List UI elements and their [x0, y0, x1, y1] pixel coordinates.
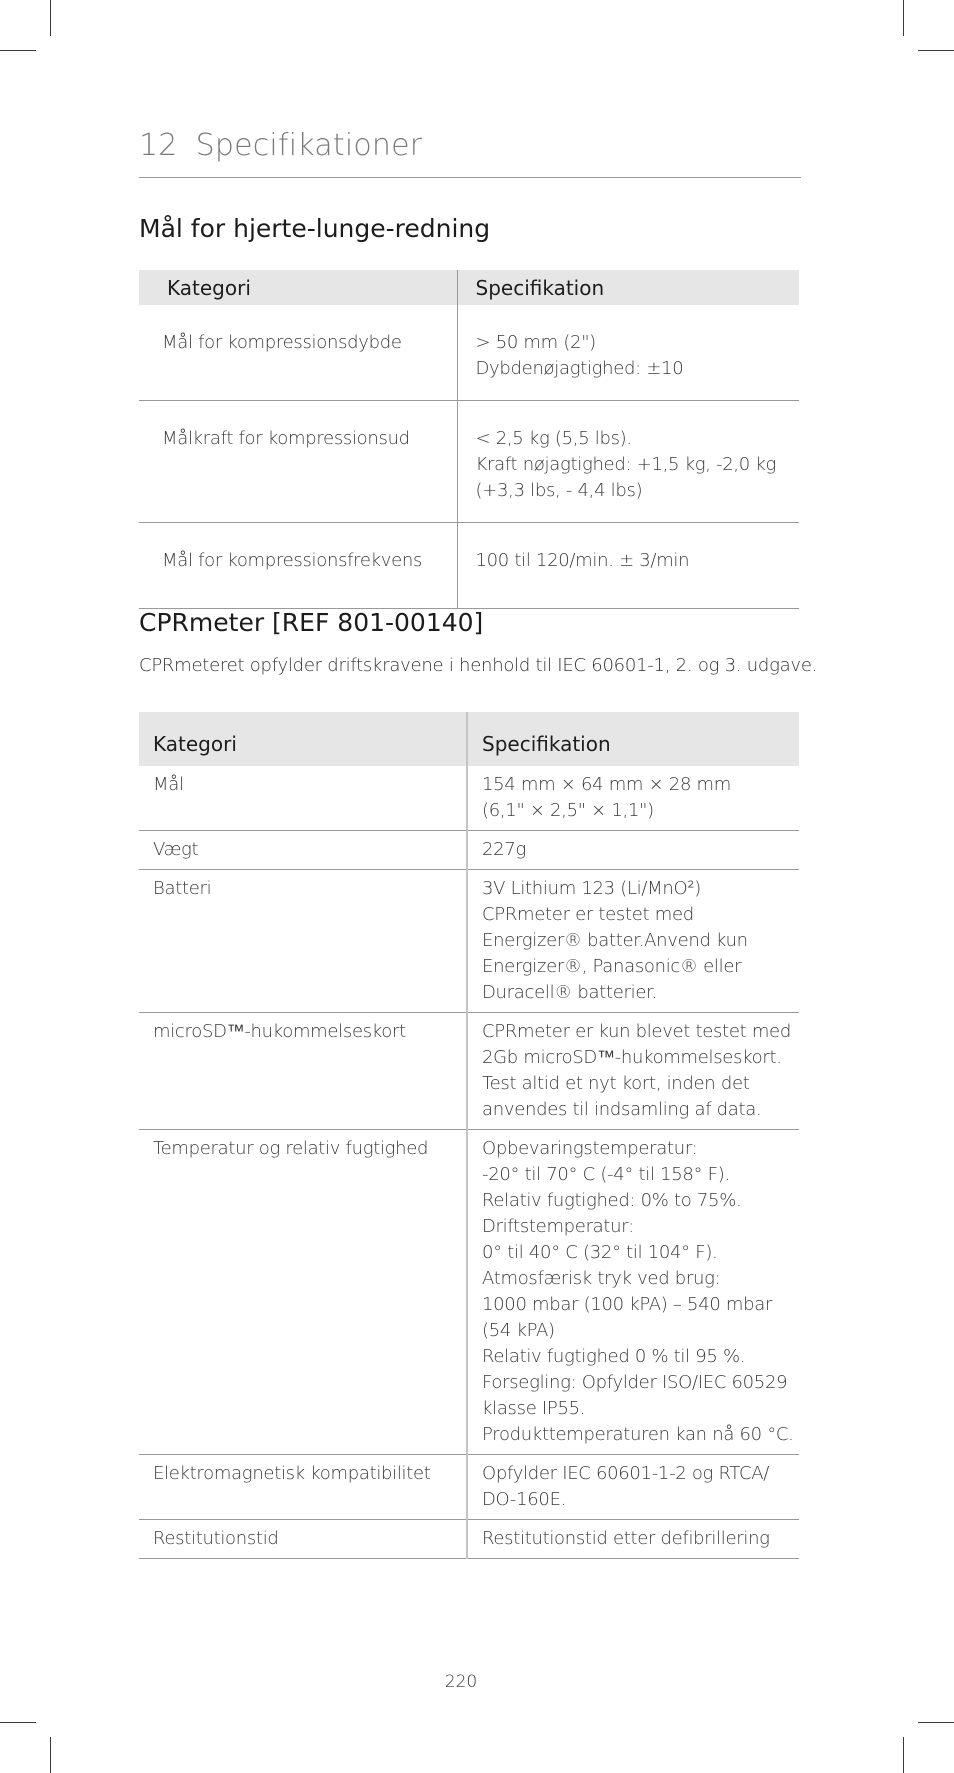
- crop-mark-bottom-left-horizontal: [0, 1722, 36, 1723]
- row-category: Elektromagnetisk kompatibilitet: [139, 1455, 467, 1520]
- cpr-targets-table: [139, 270, 799, 609]
- spec-line: klasse IP55.: [482, 1398, 586, 1419]
- spec-line: Atmosfærisk tryk ved brug:: [482, 1268, 721, 1289]
- row-specification: [457, 305, 799, 401]
- crop-mark-top-right-horizontal: [918, 50, 954, 51]
- spec-line: > 50 mm (2"): [475, 332, 596, 353]
- title-divider: [139, 177, 801, 178]
- spec-line: (+3,3 lbs, - 4,4 lbs): [475, 480, 643, 501]
- row-specification: [457, 523, 799, 609]
- table-row: [139, 401, 799, 523]
- spec-line: Opbevaringstemperatur:: [482, 1138, 698, 1159]
- row-specification: [467, 831, 799, 870]
- row-category: Batteri: [139, 870, 467, 1013]
- chapter-number: 12: [139, 128, 178, 163]
- spec-line: 2Gb microSD™-hukommelseskort.: [482, 1047, 782, 1068]
- row-category: Målkraft for kompressionsud: [139, 401, 457, 523]
- row-specification: [467, 1013, 799, 1130]
- cprmeter-spec-table: [139, 712, 799, 1559]
- table-row: [139, 870, 799, 1013]
- crop-mark-bottom-right-horizontal: [918, 1722, 954, 1723]
- spec-line: 100 til 120/min. ± 3/min: [475, 550, 690, 571]
- spec-line: Restitutionstid etter defibrillering: [482, 1528, 770, 1549]
- spec-line: < 2,5 kg (5,5 lbs).: [475, 428, 632, 449]
- chapter-title: Specifikationer: [195, 128, 423, 163]
- table-row: [139, 831, 799, 870]
- spec-line: Forsegling: Opfylder ISO/IEC 60529: [482, 1372, 788, 1393]
- column-header-specification: Specifikation: [457, 270, 799, 305]
- crop-mark-top-right-vertical: [903, 0, 904, 36]
- crop-mark-bottom-left-vertical: [50, 1737, 51, 1773]
- row-category: Mål for kompressionsfrekvens: [139, 523, 457, 609]
- table-row: [139, 1520, 799, 1559]
- page-number: 220: [444, 1672, 478, 1692]
- spec-line: Relativ fugtighed 0 % til 95 %.: [482, 1346, 746, 1367]
- crop-mark-top-left-horizontal: [0, 50, 36, 51]
- row-category: Restitutionstid: [139, 1520, 467, 1559]
- spec-line: (6,1" × 2,5" × 1,1"): [482, 800, 654, 821]
- spec-line: Duracell® batterier.: [482, 982, 657, 1003]
- spec-line: 0° til 40° C (32° til 104° F).: [482, 1242, 718, 1263]
- spec-line: Energizer®, Panasonic® eller: [482, 956, 742, 977]
- spec-line: CPRmeter er testet med: [482, 904, 694, 925]
- section-heading-cprmeter: CPRmeter [REF 801-00140]: [139, 608, 484, 637]
- table-row: [139, 305, 799, 401]
- row-specification: [467, 1455, 799, 1520]
- spec-line: 227g: [482, 839, 526, 860]
- row-category: Vægt: [139, 831, 467, 870]
- spec-line: DO-160E.: [482, 1489, 567, 1510]
- spec-line: CPRmeter er kun blevet testet med: [482, 1021, 791, 1042]
- row-category: Mål: [139, 766, 467, 831]
- row-category: Mål for kompressionsdybde: [139, 305, 457, 401]
- column-header-category: Kategori: [139, 270, 457, 305]
- table-row: [139, 766, 799, 831]
- spec-line: (54 kPA): [482, 1320, 555, 1341]
- page-title: [139, 128, 422, 163]
- spec-line: 154 mm × 64 mm × 28 mm: [482, 774, 731, 795]
- row-specification: [467, 766, 799, 831]
- table-row: [139, 1130, 799, 1455]
- row-category: Temperatur og relativ fugtighed: [139, 1130, 467, 1455]
- table-header-row: [139, 712, 799, 766]
- table-row: [139, 1455, 799, 1520]
- spec-line: anvendes til indsamling af data.: [482, 1099, 762, 1120]
- spec-line: Test altid et nyt kort, inden det: [482, 1073, 750, 1094]
- spec-line: Relativ fugtighed: 0% to 75%.: [482, 1190, 742, 1211]
- spec-line: 3V Lithium 123 (Li/MnO²): [482, 878, 701, 899]
- crop-mark-top-left-vertical: [50, 0, 51, 36]
- section-heading-cpr-targets: Mål for hjerte-lunge-redning: [139, 214, 491, 243]
- spec-line: Produkttemperaturen kan nå 60 °C.: [482, 1424, 794, 1445]
- spec-line: Kraft nøjagtighed: +1,5 kg, -2,0 kg: [475, 454, 777, 475]
- spec-line: 1000 mbar (100 kPA) – 540 mbar: [482, 1294, 773, 1315]
- table-header-row: [139, 270, 799, 305]
- table-row: [139, 523, 799, 609]
- spec-line: Opfylder IEC 60601-1-2 og RTCA/: [482, 1463, 770, 1484]
- spec-line: Energizer® batter.Anvend kun: [482, 930, 748, 951]
- table-row: [139, 1013, 799, 1130]
- row-specification: [457, 401, 799, 523]
- spec-line: Driftstemperatur:: [482, 1216, 634, 1237]
- column-header-specification: Specifikation: [467, 712, 799, 766]
- spec-line: -20° til 70° C (-4° til 158° F).: [482, 1164, 730, 1185]
- row-specification: [467, 1520, 799, 1559]
- section-intro: CPRmeteret opfylder driftskravene i henhold til IEC 60601-1, 2. og 3. udgave.: [139, 655, 818, 676]
- crop-mark-bottom-right-vertical: [903, 1737, 904, 1773]
- row-specification: [467, 870, 799, 1013]
- row-category: microSD™-hukommelseskort: [139, 1013, 467, 1130]
- column-header-category: Kategori: [139, 712, 467, 766]
- spec-line: Dybdenøjagtighed: ±10: [475, 358, 684, 379]
- row-specification: [467, 1130, 799, 1455]
